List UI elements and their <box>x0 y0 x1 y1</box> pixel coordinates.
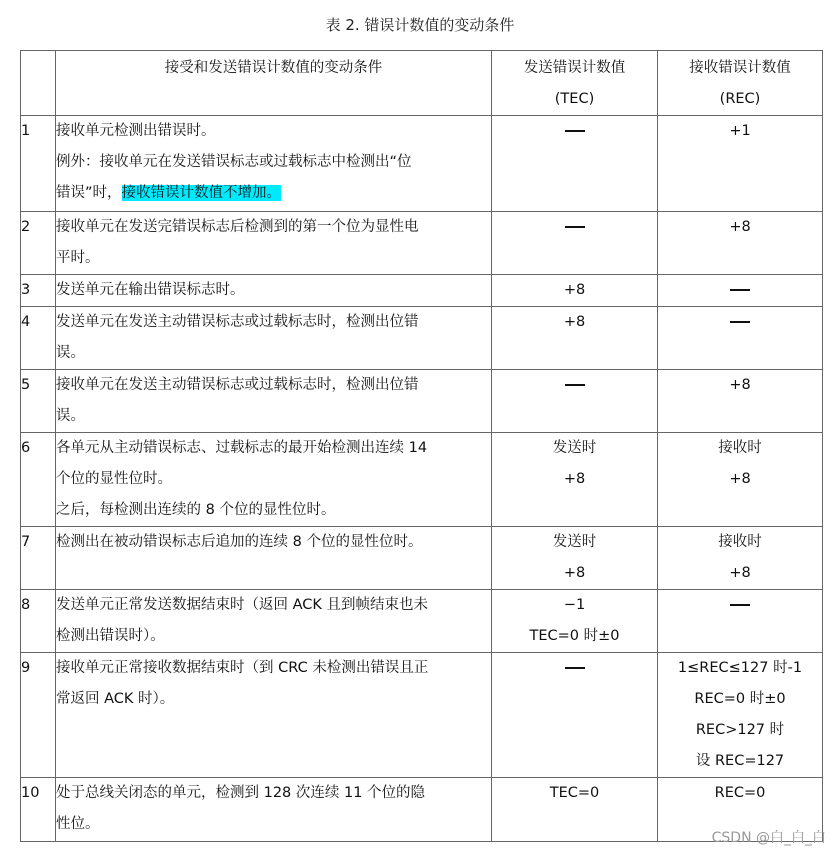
condition-line: 接收单元在发送主动错误标志或过载标志时，检测出位错 <box>56 377 419 393</box>
rec-cell <box>658 275 823 307</box>
error-counter-table <box>20 50 823 842</box>
condition-line: 误。 <box>56 345 85 361</box>
condition-cell <box>56 778 492 842</box>
condition-line: 性位。 <box>56 816 100 832</box>
condition-line: 发送单元在输出错误标志时。 <box>56 282 245 298</box>
condition-line <box>56 178 491 209</box>
rec-value-line: +8 <box>729 377 751 393</box>
row-number: 1 <box>21 116 56 212</box>
dash-mark <box>565 130 585 132</box>
condition-line: 发送单元正常发送数据结束时（返回 ACK 且到帧结束也未 <box>56 597 429 613</box>
tec-cell <box>492 433 658 527</box>
condition-cell <box>56 116 492 212</box>
header-rec-line: (REC) <box>719 91 761 107</box>
tec-cell <box>492 778 658 842</box>
tec-value-line: +8 <box>563 471 586 487</box>
condition-line: 接收单元检测出错误时。 <box>56 123 216 139</box>
condition-line: 误。 <box>56 408 85 424</box>
condition-line: 接收单元在发送完错误标志后检测到的第一个位为显性电 <box>56 219 419 235</box>
rec-value-line: 接收时 <box>718 440 762 456</box>
tec-cell <box>492 590 658 653</box>
header-tec-line: 发送错误计数值 <box>523 60 626 76</box>
condition-cell <box>56 653 492 778</box>
table-row <box>21 433 823 527</box>
condition-cell <box>56 433 492 527</box>
rec-cell <box>658 527 823 590</box>
table-row <box>21 275 823 307</box>
row-number: 9 <box>21 653 56 778</box>
row-number: 2 <box>21 212 56 275</box>
condition-cell <box>56 590 492 653</box>
tec-value-line: 发送时 <box>552 440 597 456</box>
condition-cell <box>56 275 492 307</box>
rec-value-line: +1 <box>729 123 751 139</box>
table-row <box>21 590 823 653</box>
table-row <box>21 307 823 370</box>
table-row <box>21 778 823 842</box>
tec-value-line: +8 <box>563 314 586 330</box>
tec-cell <box>492 116 658 212</box>
rec-cell <box>658 590 823 653</box>
condition-line: 之后，每检测出连续的 8 个位的显性位时。 <box>56 502 336 518</box>
tec-value-line: −1 <box>563 597 586 613</box>
header-no <box>21 51 56 116</box>
tec-cell <box>492 527 658 590</box>
table-row <box>21 370 823 433</box>
rec-value-line: +8 <box>729 565 751 581</box>
dash-mark <box>565 226 585 228</box>
condition-line: 个位的显性位时。 <box>56 471 172 487</box>
tec-cell <box>492 370 658 433</box>
row-number: 3 <box>21 275 56 307</box>
tec-cell <box>492 307 658 370</box>
watermark: CSDN @白_白_白 <box>711 830 826 846</box>
condition-line: 常返回 ACK 时）。 <box>56 691 175 707</box>
header-row <box>21 51 823 116</box>
rec-cell <box>658 370 823 433</box>
header-tec-line: (TEC) <box>554 91 595 107</box>
header-rec-line: 接收错误计数值 <box>689 60 791 76</box>
rec-value-line: REC=0 <box>714 785 766 801</box>
row-number: 6 <box>21 433 56 527</box>
header-rec <box>658 51 823 116</box>
tec-value-line: +8 <box>563 565 586 581</box>
table-row <box>21 653 823 778</box>
rec-value-line: +8 <box>729 219 751 235</box>
tec-value-line: TEC=0 时±0 <box>529 628 620 644</box>
tec-value-line: TEC=0 <box>549 785 600 801</box>
rec-value-line: 1≤REC≤127 时-1 <box>677 660 803 676</box>
rec-cell <box>658 212 823 275</box>
rec-cell <box>658 307 823 370</box>
condition-cell <box>56 370 492 433</box>
dash-mark <box>565 384 585 386</box>
tec-value-line: +8 <box>563 282 586 298</box>
table-row <box>21 527 823 590</box>
tec-cell <box>492 653 658 778</box>
rec-value-line: 设 REC=127 <box>695 753 785 769</box>
condition-cell <box>56 527 492 590</box>
condition-text: 错误”时， <box>56 185 122 201</box>
condition-cell <box>56 307 492 370</box>
row-number: 4 <box>21 307 56 370</box>
rec-value-line: +8 <box>729 471 751 487</box>
row-number: 5 <box>21 370 56 433</box>
condition-line: 检测出错误时）。 <box>56 628 165 644</box>
condition-line: 发送单元在发送主动错误标志或过载标志时，检测出位错 <box>56 314 419 330</box>
row-number: 8 <box>21 590 56 653</box>
dash-mark <box>730 321 750 323</box>
table-row <box>21 212 823 275</box>
tec-cell <box>492 275 658 307</box>
header-condition: 接受和发送错误计数值的变动条件 <box>56 51 492 116</box>
table-row <box>21 116 823 212</box>
dash-mark <box>730 289 750 291</box>
condition-line: 接收单元正常接收数据结束时（到 CRC 未检测出错误且正 <box>56 660 429 676</box>
rec-cell <box>658 653 823 778</box>
header-tec <box>492 51 658 116</box>
rec-value-line: REC>127 时 <box>695 722 785 738</box>
dash-mark <box>565 667 585 669</box>
condition-line: 检测出在被动错误标志后追加的连续 8 个位的显性位时。 <box>56 534 423 550</box>
table-caption: 表 2. 错误计数值的变动条件 <box>325 16 515 34</box>
condition-line: 处于总线关闭态的单元，检测到 128 次连续 11 个位的隐 <box>56 785 426 801</box>
rec-value-line: REC=0 时±0 <box>694 691 786 707</box>
tec-value-line: 发送时 <box>552 534 597 550</box>
row-number: 7 <box>21 527 56 590</box>
condition-line: 例外：接收单元在发送错误标志或过载标志中检测出“位 <box>56 154 412 170</box>
tec-cell <box>492 212 658 275</box>
condition-cell <box>56 212 492 275</box>
row-number: 10 <box>21 778 56 842</box>
highlighted-text: 接收错误计数值不增加。 <box>121 185 282 201</box>
rec-cell <box>658 116 823 212</box>
condition-line: 平时。 <box>56 250 100 266</box>
condition-line: 各单元从主动错误标志、过载标志的最开始检测出连续 14 <box>56 440 428 456</box>
rec-cell <box>658 433 823 527</box>
dash-mark <box>730 604 750 606</box>
rec-value-line: 接收时 <box>718 534 762 550</box>
